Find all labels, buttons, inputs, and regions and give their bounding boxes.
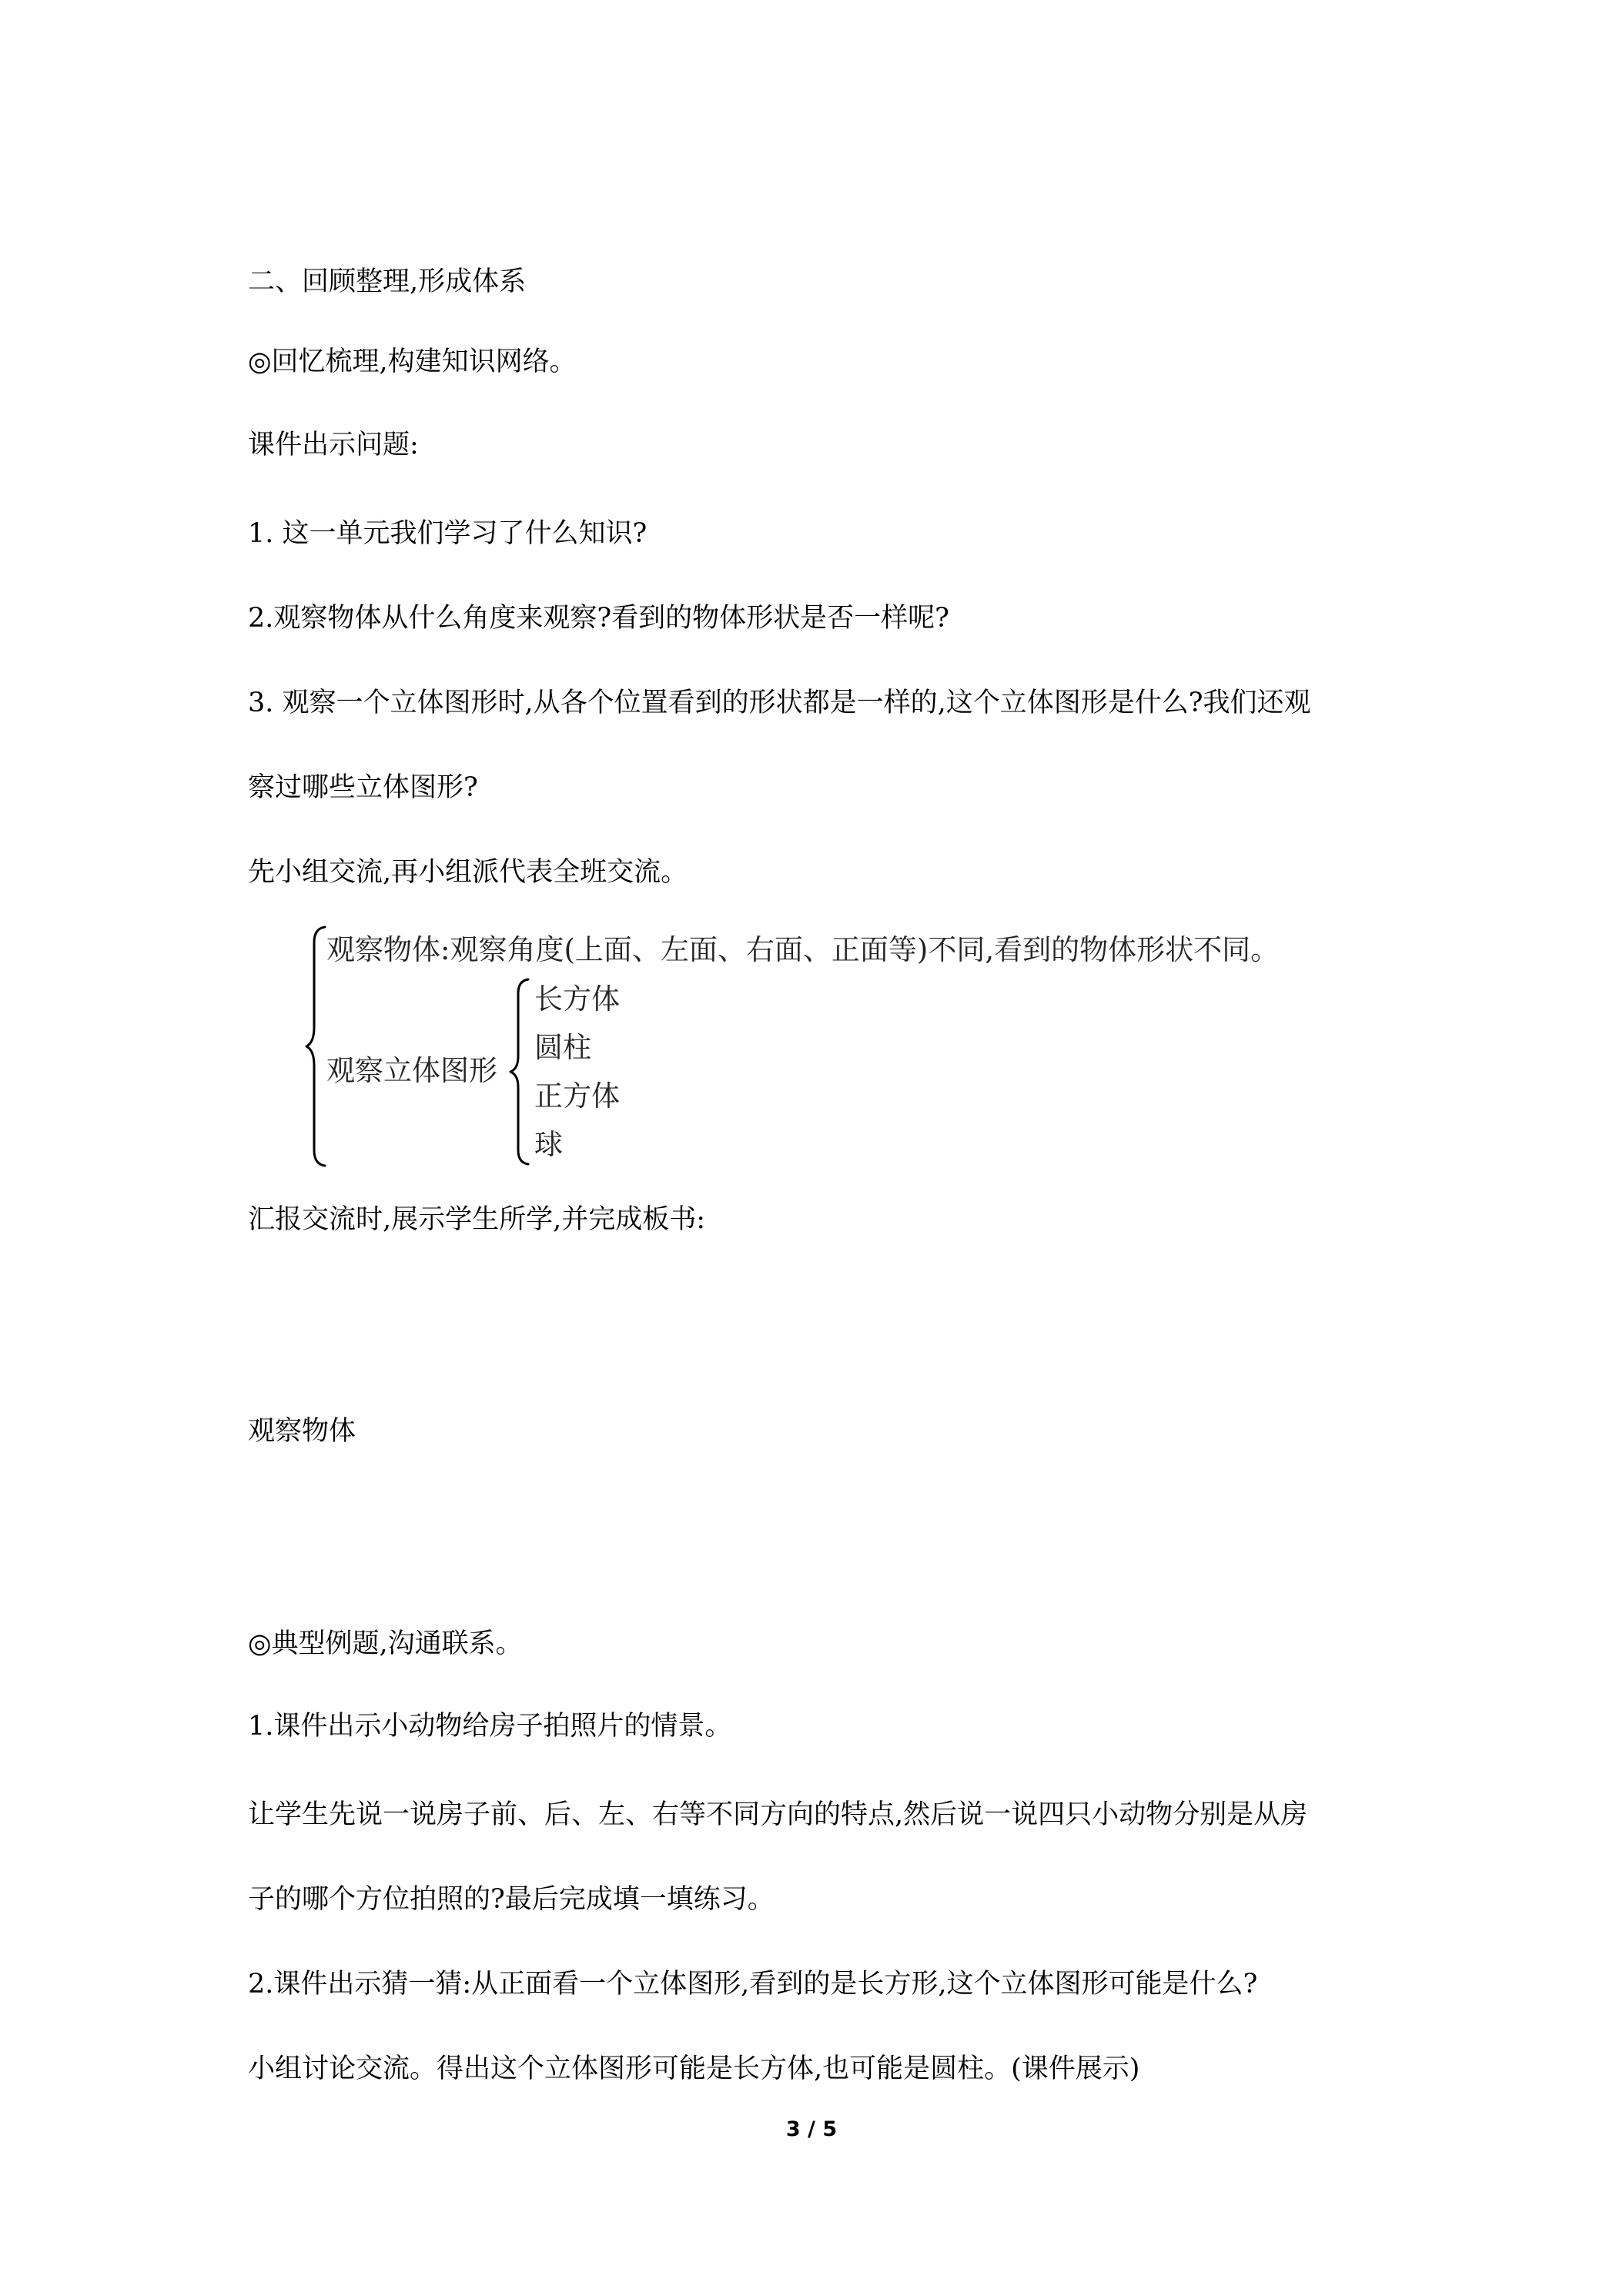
question-item: 2.观察物体从什么角度来观察?看到的物体形状是否一样呢? bbox=[248, 603, 949, 634]
example-item: 2.课件出示猜一猜:从正面看一个立体图形,看到的是长方形,这个立体图形可能是什么? bbox=[248, 1969, 1258, 2000]
subheading-review: ◎回忆梳理,构建知识网络。 bbox=[248, 346, 577, 377]
diagram-branch-observe-objects: 观察物体:观察角度(上面、左面、右面、正面等)不同,看到的物体形状不同。 bbox=[326, 933, 1280, 966]
inner-brace bbox=[508, 978, 531, 1166]
blackboard-title: 观察物体 bbox=[248, 1416, 356, 1447]
paragraph: 小组讨论交流。得出这个立体图形可能是长方体,也可能是圆柱。(课件展示) bbox=[248, 2053, 1140, 2084]
question-item: 1. 这一单元我们学习了什么知识? bbox=[248, 518, 648, 549]
paragraph: 汇报交流时,展示学生所学,并完成板书: bbox=[248, 1204, 706, 1235]
subheading-examples: ◎典型例题,沟通联系。 bbox=[248, 1628, 523, 1659]
shape-item: 长方体 bbox=[534, 982, 620, 1016]
question-item-continued: 察过哪些立体图形? bbox=[248, 772, 478, 803]
page-number: 3 / 5 bbox=[785, 2117, 838, 2141]
outer-brace bbox=[305, 925, 328, 1167]
question-item: 3. 观察一个立体图形时,从各个位置看到的形状都是一样的,这个立体图形是什么?我们还观 bbox=[248, 688, 1311, 718]
paragraph: 课件出示问题: bbox=[248, 430, 419, 460]
example-item: 1.课件出示小动物给房子拍照片的情景。 bbox=[248, 1711, 732, 1742]
shape-item: 圆柱 bbox=[534, 1031, 591, 1064]
shape-item: 正方体 bbox=[534, 1079, 620, 1113]
diagram-branch-solid-figures: 观察立体图形 bbox=[326, 1054, 497, 1087]
paragraph-continued: 子的哪个方位拍照的?最后完成填一填练习。 bbox=[248, 1884, 775, 1915]
shape-item: 球 bbox=[534, 1128, 563, 1161]
section-heading: 二、回顾整理,形成体系 bbox=[248, 266, 527, 297]
paragraph: 让学生先说一说房子前、后、左、右等不同方向的特点,然后说一说四只小动物分别是从房 bbox=[248, 1799, 1308, 1830]
paragraph: 先小组交流,再小组派代表全班交流。 bbox=[248, 857, 688, 888]
